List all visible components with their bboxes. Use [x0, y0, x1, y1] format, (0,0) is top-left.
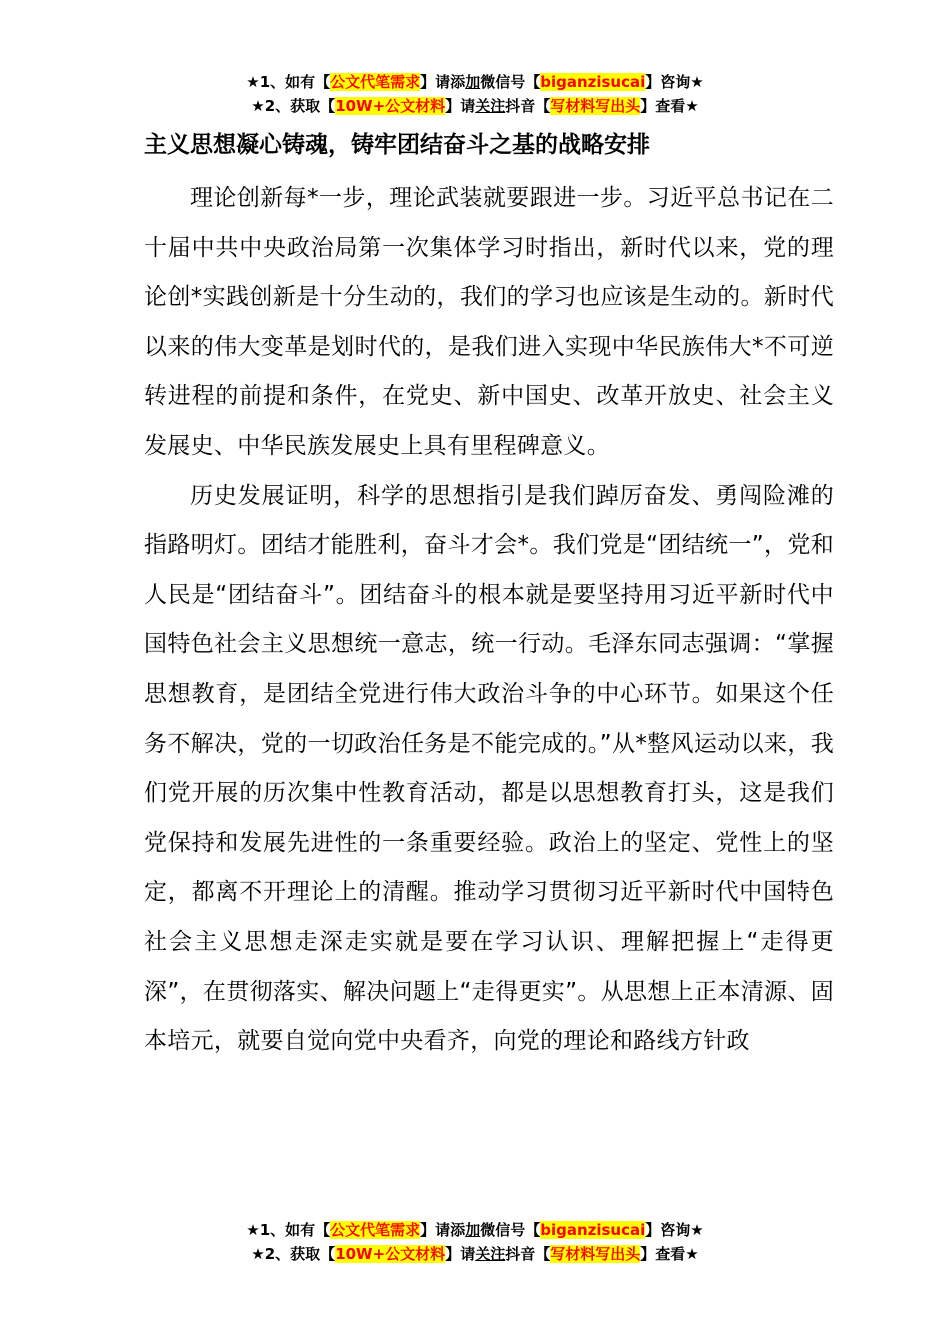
promo-highlight: 公文代笔需求	[330, 1221, 421, 1239]
promo-text: 微信号【	[480, 1221, 541, 1239]
promo-text: 抖音【	[505, 97, 551, 115]
paragraph: 历史发展证明，科学的思想指引是我们踔厉奋发、勇闯险滩的指路明灯。团结才能胜利，奋斗才会*。我们党是“团结统一”，党和人民是“团结奋斗”。团结奋斗的根本就是要坚持用习近平新时代中国特色社会主义思想统一意志，统一行动。毛泽东同志强调：“掌握思想教育，是团结全党进行伟大政治斗争的中心环节。如果这个任务不解决，党的一切政治任务是不能完成的。”从*整风运动以来，我们党开展的历次集中性教育活动，都是以思想教育打头，这是我们党保持和发展先进性的一条重要经验。政治上的坚定、党性上的坚定，都离不开理论上的清醒。推动学习贯彻习近平新时代中国特色社会主义思想走深走实就是要在学习认识、理解把握上“走得更深”，在贯彻落实、解决问题上“走得更实”。从思想上正本清源、固本培元，就要自觉向党中央看齐，向党的理论和路线方针政	[144, 482, 834, 1055]
promo-highlight: 写材料写出头	[550, 1245, 641, 1263]
promo-text: 抖音【	[505, 1245, 551, 1263]
promo-text: ★1、如有【	[246, 73, 331, 91]
promo-underline: 加	[465, 1221, 481, 1239]
promo-text: ★1、如有【	[246, 1221, 331, 1239]
promo-line-2	[0, 1242, 950, 1266]
paragraph: 理论创新每*一步，理论武装就要跟进一步。习近平总书记在二十届中共中央政治局第一次集体学习时指出，新时代以来，党的理论创*实践创新是十分生动的，我们的学习也应该是生动的。新时代以来的伟大变革是划时代的，是我们进入实现中华民族伟大*不可逆转进程的前提和条件，在党史、新中国史、改革开放史、社会主义发展史、中华民族发展史上具有里程碑意义。	[144, 185, 834, 459]
document-body	[144, 174, 834, 1067]
promo-underline: 关注	[475, 97, 506, 115]
promo-highlight: biganzisucai	[540, 1221, 646, 1239]
promo-text: 】请添	[420, 1221, 466, 1239]
promo-highlight: 10W+公文材料	[335, 97, 446, 115]
promo-text: 】请	[445, 97, 476, 115]
promo-line-1	[0, 1218, 950, 1242]
document-heading: 主义思想凝心铸魂，铸牢团结奋斗之基的战略安排	[144, 132, 650, 158]
promo-highlight: 10W+公文材料	[335, 1245, 446, 1263]
promo-underline: 加	[465, 73, 481, 91]
promo-highlight: 写材料写出头	[550, 97, 641, 115]
promo-text: ★2、获取【	[251, 97, 336, 115]
promo-text: 】请添	[420, 73, 466, 91]
promo-banner-bottom	[0, 1218, 950, 1266]
promo-banner-top	[0, 70, 950, 118]
promo-text: 微信号【	[480, 73, 541, 91]
promo-text: 】咨询★	[645, 73, 704, 91]
promo-text: 】请	[445, 1245, 476, 1263]
promo-highlight: 公文代笔需求	[330, 73, 421, 91]
promo-line-2	[0, 94, 950, 118]
promo-text: ★2、获取【	[251, 1245, 336, 1263]
promo-underline: 关注	[475, 1245, 506, 1263]
promo-text: 】咨询★	[645, 1221, 704, 1239]
promo-text: 】查看★	[640, 1245, 699, 1263]
promo-line-1	[0, 70, 950, 94]
promo-highlight: biganzisucai	[540, 73, 646, 91]
promo-text: 】查看★	[640, 97, 699, 115]
